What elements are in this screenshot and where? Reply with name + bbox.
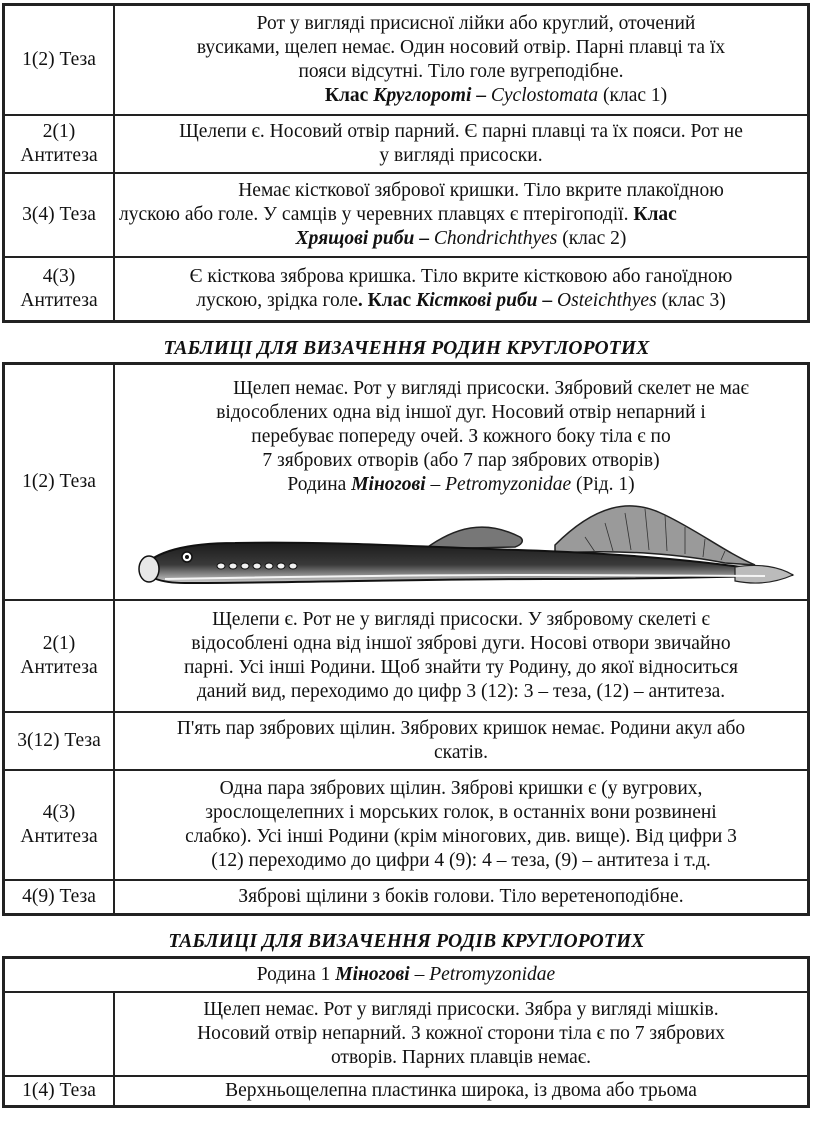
table-row — [4, 115, 808, 173]
class-label: . Клас — [357, 290, 416, 311]
description-line: Щелеп немає. Рот у вигляді присоски. Зябра у вигляді мішків. — [203, 999, 719, 1020]
table-row — [4, 770, 808, 880]
row-number-bottom: Антитеза — [20, 290, 98, 311]
table-row — [4, 880, 808, 914]
class-name: Хрящові риби — [295, 228, 415, 249]
class-line — [119, 227, 803, 251]
description-line: Щелепи є. Рот не у вигляді присоски. У зябровому скелеті є — [212, 609, 710, 630]
description-line: парні. Усі інші Родини. Щоб знайти ту Родину, до якої відноситься — [184, 657, 738, 678]
family-header-name: Міногові — [335, 964, 410, 985]
table-header-row — [4, 958, 808, 992]
row-number: 3(4) Теза — [4, 173, 114, 257]
family-header — [4, 958, 808, 992]
row-number — [4, 115, 114, 173]
description-line: 7 зябрових отворів (або 7 пар зябрових отворів) — [262, 450, 660, 471]
description-line: отворів. Парних плавців немає. — [330, 1047, 592, 1068]
class-dash: – — [471, 85, 491, 106]
genus-key-table — [2, 956, 810, 1108]
description-line: Рот у вигляді присисної лійки або круглий, оточений — [256, 13, 696, 34]
table-row — [4, 992, 808, 1076]
class-label: Клас — [324, 85, 374, 106]
class-suffix: (клас 3) — [656, 290, 726, 311]
description-line: у вигляді присоски. — [379, 145, 543, 166]
class-suffix: (клас 1) — [598, 85, 668, 106]
class-latin: Cyclostomata — [490, 85, 599, 106]
family-name: Міногові — [351, 474, 426, 495]
class-name: Круглороті — [373, 85, 472, 106]
description-line: Одна пара зябрових щілин. Зяброві кришки є (у вугрових, — [219, 778, 703, 799]
table-row — [4, 712, 808, 770]
description-line: відособлені одна від іншої зяброві дуги. Носові отвори звичайно — [191, 633, 731, 654]
table-row — [4, 364, 808, 600]
class-line — [119, 84, 803, 108]
family-line — [119, 473, 803, 497]
description-line: даний вид, переходимо до цифр 3 (12): 3 – теза, (12) – антитеза. — [196, 681, 726, 702]
row-number-bottom: Антитеза — [20, 826, 98, 847]
description-line: Зяброві щілини з боків голови. Тіло веретеноподібне. — [238, 886, 684, 907]
family-dash: – — [425, 474, 446, 495]
description-line: Є кісткова зяброва кришка. Тіло вкрите кістковою або ганоїдною — [189, 266, 733, 287]
row-description — [114, 770, 808, 880]
class-dash: – — [414, 228, 434, 249]
table-row — [4, 1076, 808, 1106]
row-number-top: 2(1) — [42, 121, 76, 142]
description-line: скатів. — [433, 742, 488, 763]
table-row — [4, 600, 808, 712]
description-line: перебуває попереду очей. З кожного боку тіла є по — [251, 426, 671, 447]
description-line: слабко). Усі інші Родини (крім міногових, див. вище). Від цифри 3 — [185, 826, 737, 847]
description-line: Немає кісткової зябрової кришки. Тіло вкрите плакоїдною — [238, 180, 724, 201]
class-dash: – — [537, 290, 558, 311]
description-line: Щелепи є. Носовий отвір парний. Є парні плавці та їх пояси. Рот не — [179, 121, 743, 142]
row-description — [114, 173, 808, 257]
description-line: П'ять пар зябрових щілин. Зябрових кришок немає. Родини акул або — [176, 718, 746, 739]
row-number-top: 4(3) — [42, 266, 76, 287]
family-header-latin: Petromyzonidae — [429, 964, 556, 985]
row-description — [114, 364, 808, 600]
family-latin: Petromyzonidae — [445, 474, 572, 495]
description-line: пояси відсутні. Тіло голе вугреподібне. — [298, 61, 624, 82]
family-header-dash: – — [409, 964, 430, 985]
class-name: Кісткові риби — [416, 290, 538, 311]
family-header-prefix: Родина 1 — [256, 964, 336, 985]
description-line: Верхньощелепна пластинка широка, із двома або трьома — [225, 1080, 697, 1101]
class-latin: Osteichthyes — [557, 290, 657, 311]
class-key-table — [2, 3, 810, 323]
row-description — [114, 880, 808, 914]
row-number-bottom: Антитеза — [20, 145, 98, 166]
row-number-top: 4(3) — [42, 802, 76, 823]
row-description — [114, 712, 808, 770]
row-number — [4, 770, 114, 880]
row-description — [114, 992, 808, 1076]
row-number-top: 2(1) — [42, 633, 76, 654]
description-line: Носовий отвір непарний. З кожної сторони тіла є по 7 зябрових — [197, 1023, 725, 1044]
row-number: 1(4) Теза — [4, 1076, 114, 1106]
class-latin: Chondrichthyes — [433, 228, 558, 249]
description-line: (12) переходимо до цифри 4 (9): 4 – теза, (9) – антитеза і т.д. — [211, 850, 711, 871]
row-description — [114, 257, 808, 321]
row-number: 4(9) Теза — [4, 880, 114, 914]
description-text: лускою, зрідка голе — [196, 290, 358, 311]
row-description — [114, 115, 808, 173]
lamprey-illustration — [125, 497, 797, 593]
description-line: зрослощелепних і морських голок, в останніх вони розвинені — [205, 802, 717, 823]
row-number — [4, 992, 114, 1076]
row-number — [4, 600, 114, 712]
description-line: вусиками, щелеп немає. Один носовий отвір. Парні плавці та їх — [196, 37, 726, 58]
description-line — [119, 203, 803, 227]
row-number — [4, 257, 114, 321]
row-number: 1(2) Теза — [4, 5, 114, 115]
row-description — [114, 1076, 808, 1106]
row-number-bottom: Антитеза — [20, 657, 98, 678]
family-label: Родина — [287, 474, 352, 495]
table-row — [4, 173, 808, 257]
table-row — [4, 257, 808, 321]
class-line — [119, 289, 803, 313]
families-heading: ТАБЛИЦІ ДЛЯ ВИЗАЧЕННЯ РОДИН КРУГЛОРОТИХ — [163, 338, 650, 359]
description-text: лускою або голе. У самців у черевних плавцях є птерігоподії. — [119, 204, 634, 225]
table-row — [4, 5, 808, 115]
family-key-table — [2, 362, 810, 916]
genera-heading: ТАБЛИЦІ ДЛЯ ВИЗАЧЕННЯ РОДІВ КРУГЛОРОТИХ — [168, 931, 645, 952]
row-description — [114, 600, 808, 712]
class-suffix: (клас 2) — [557, 228, 627, 249]
family-suffix: (Рід. 1) — [571, 474, 635, 495]
description-line: Щелеп немає. Рот у вигляді присоски. Зябровий скелет не має — [233, 378, 749, 399]
description-line: відособлених одна від іншої дуг. Носовий отвір непарний і — [216, 402, 706, 423]
row-number: 1(2) Теза — [4, 364, 114, 600]
row-number: 3(12) Теза — [4, 712, 114, 770]
row-description — [114, 5, 808, 115]
class-label: Клас — [633, 204, 677, 225]
